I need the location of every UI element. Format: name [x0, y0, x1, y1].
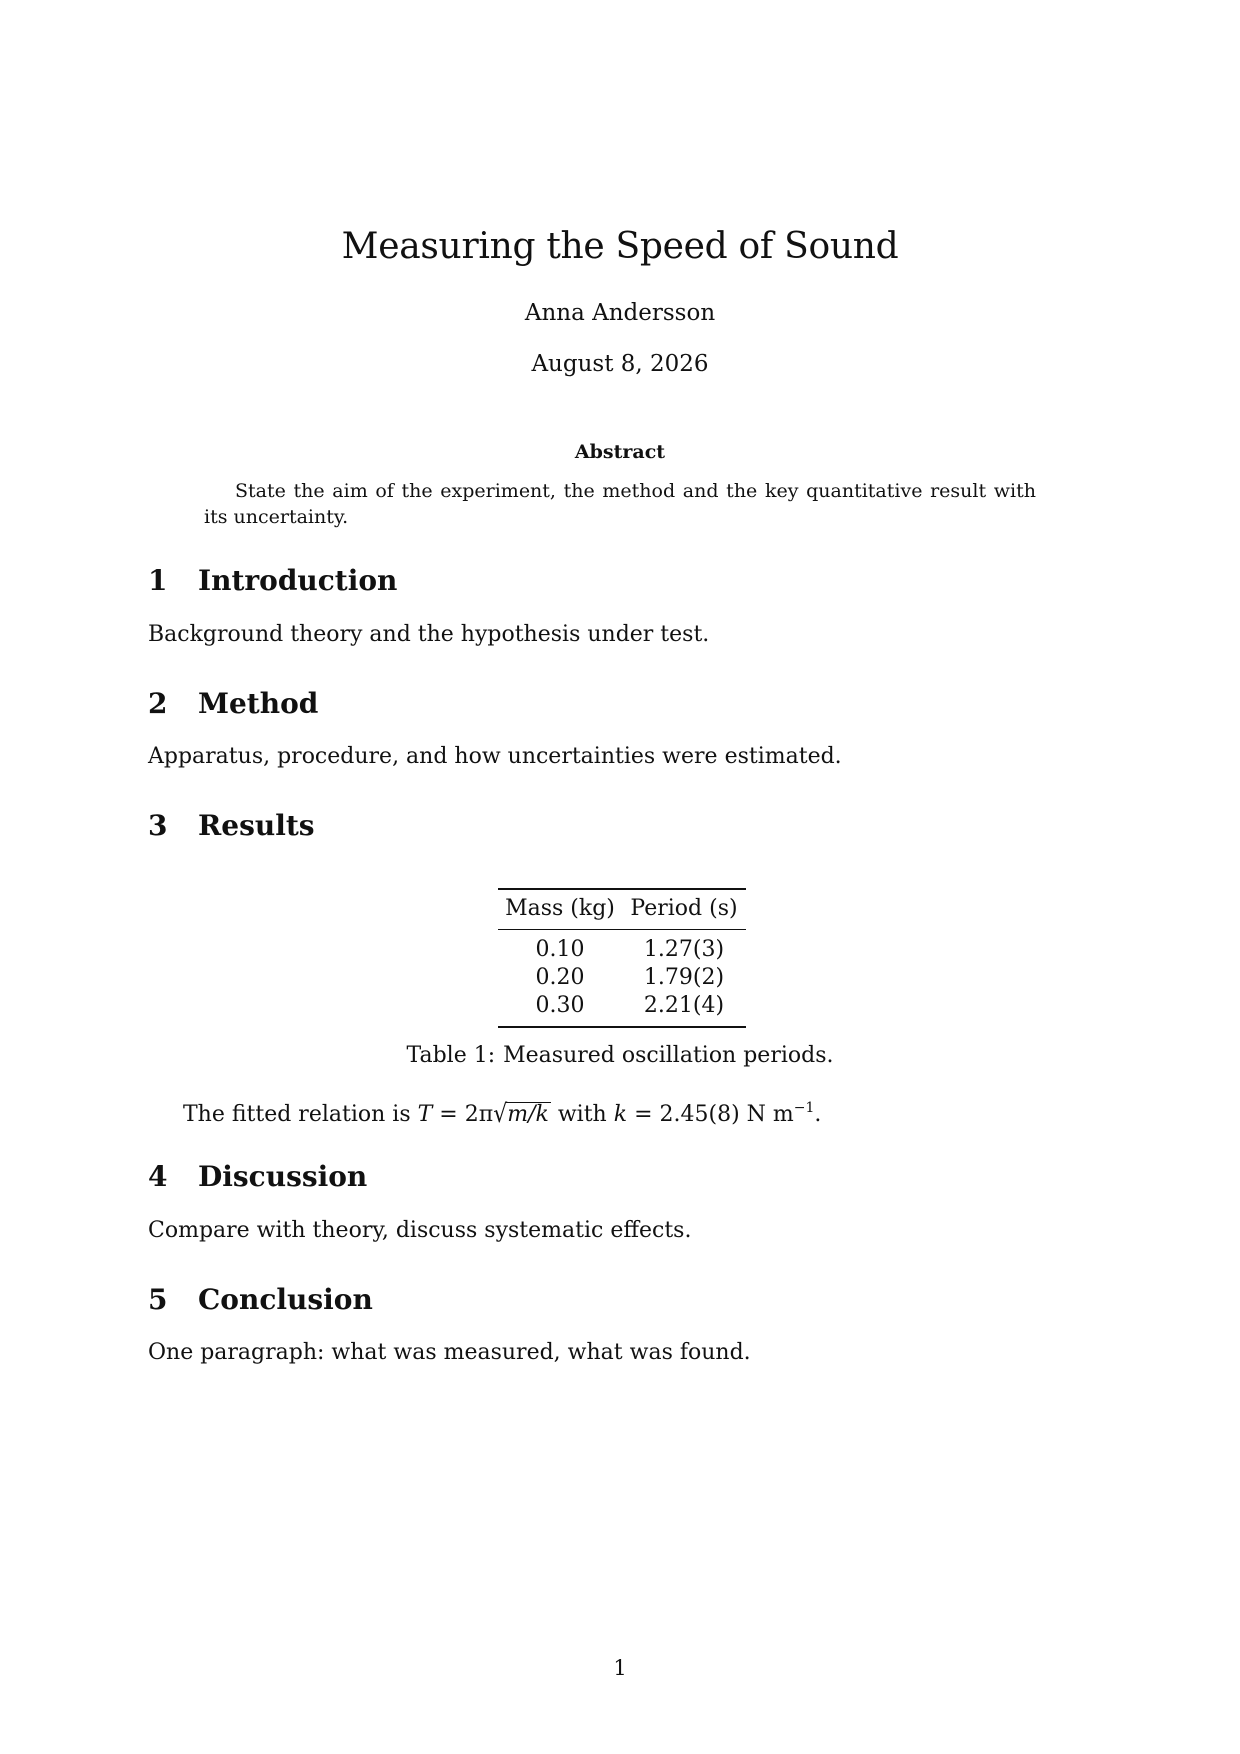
k-unit-exponent: −1 [793, 1100, 815, 1116]
page-number: 1 [613, 1656, 627, 1680]
table-cell-period: 1.27(3) [643, 937, 725, 962]
table-cell-mass: 0.30 [498, 992, 622, 1027]
table-cell-mass: 0.20 [535, 965, 585, 990]
document-title: Measuring the Speed of Sound [341, 226, 899, 267]
abstract-text: State the aim of the experiment, the method and the key quantitative result with its uncertainty. [204, 480, 1036, 528]
period-symbol: T [417, 1102, 433, 1127]
section-number: 3 [148, 809, 168, 842]
document-date: August 8, 2026 [531, 351, 709, 377]
section-title: Conclusion [198, 1283, 373, 1316]
table-caption-text: Measured oscillation periods. [503, 1043, 834, 1068]
section-title: Method [198, 687, 319, 720]
results-table-container [498, 888, 746, 1028]
results-table [498, 888, 746, 1028]
square-root-icon: √ [493, 1100, 508, 1129]
author-name: Anna Andersson [524, 300, 716, 326]
table-row [498, 964, 746, 992]
table-caption-label: Table 1: [406, 1043, 496, 1068]
table-row [498, 992, 746, 1027]
section-heading-introduction [148, 564, 397, 597]
fitted-prefix: The fitted relation is [183, 1102, 411, 1127]
section-number: 5 [148, 1283, 168, 1316]
radicand-text: m/k [507, 1102, 549, 1127]
fitted-middle: with [557, 1102, 607, 1127]
equals-sign: = [439, 1102, 458, 1127]
sentence-end: . [814, 1102, 822, 1127]
table-caption [0, 1043, 1240, 1068]
section-heading-results [148, 809, 315, 842]
sqrt-radicand [506, 1102, 551, 1127]
equals-sign: = [634, 1102, 653, 1127]
section-heading-conclusion [148, 1283, 373, 1316]
section-number: 1 [148, 564, 168, 597]
table-cell-period: 1.79(2) [643, 965, 725, 990]
section-title: Results [198, 809, 315, 842]
section-title: Discussion [198, 1160, 368, 1193]
section-number: 4 [148, 1160, 168, 1193]
section-title: Introduction [198, 564, 398, 597]
k-unit: N m [746, 1102, 794, 1127]
fitted-relation-text [183, 1100, 821, 1127]
introduction-text: Background theory and the hypothesis under test. [148, 622, 710, 647]
table-row [498, 930, 746, 965]
method-text: Apparatus, procedure, and how uncertainties were estimated. [148, 744, 842, 769]
table-header-period: Period (s) [622, 889, 746, 930]
conclusion-text: One paragraph: what was measured, what was found. [148, 1340, 751, 1365]
section-heading-method [148, 687, 318, 720]
discussion-text: Compare with theory, discuss systematic effects. [148, 1218, 692, 1243]
table-cell-mass: 0.10 [535, 937, 585, 962]
abstract-heading: Abstract [574, 441, 666, 463]
table-header-row [498, 889, 746, 930]
table-header-mass: Mass (kg) [498, 889, 622, 930]
k-value: 2.45(8) [659, 1102, 740, 1127]
table-cell-period: 2.21(4) [622, 992, 746, 1027]
section-heading-discussion [148, 1160, 367, 1193]
section-number: 2 [148, 687, 168, 720]
two-pi: 2π [464, 1102, 494, 1127]
k-symbol: k [613, 1102, 628, 1127]
